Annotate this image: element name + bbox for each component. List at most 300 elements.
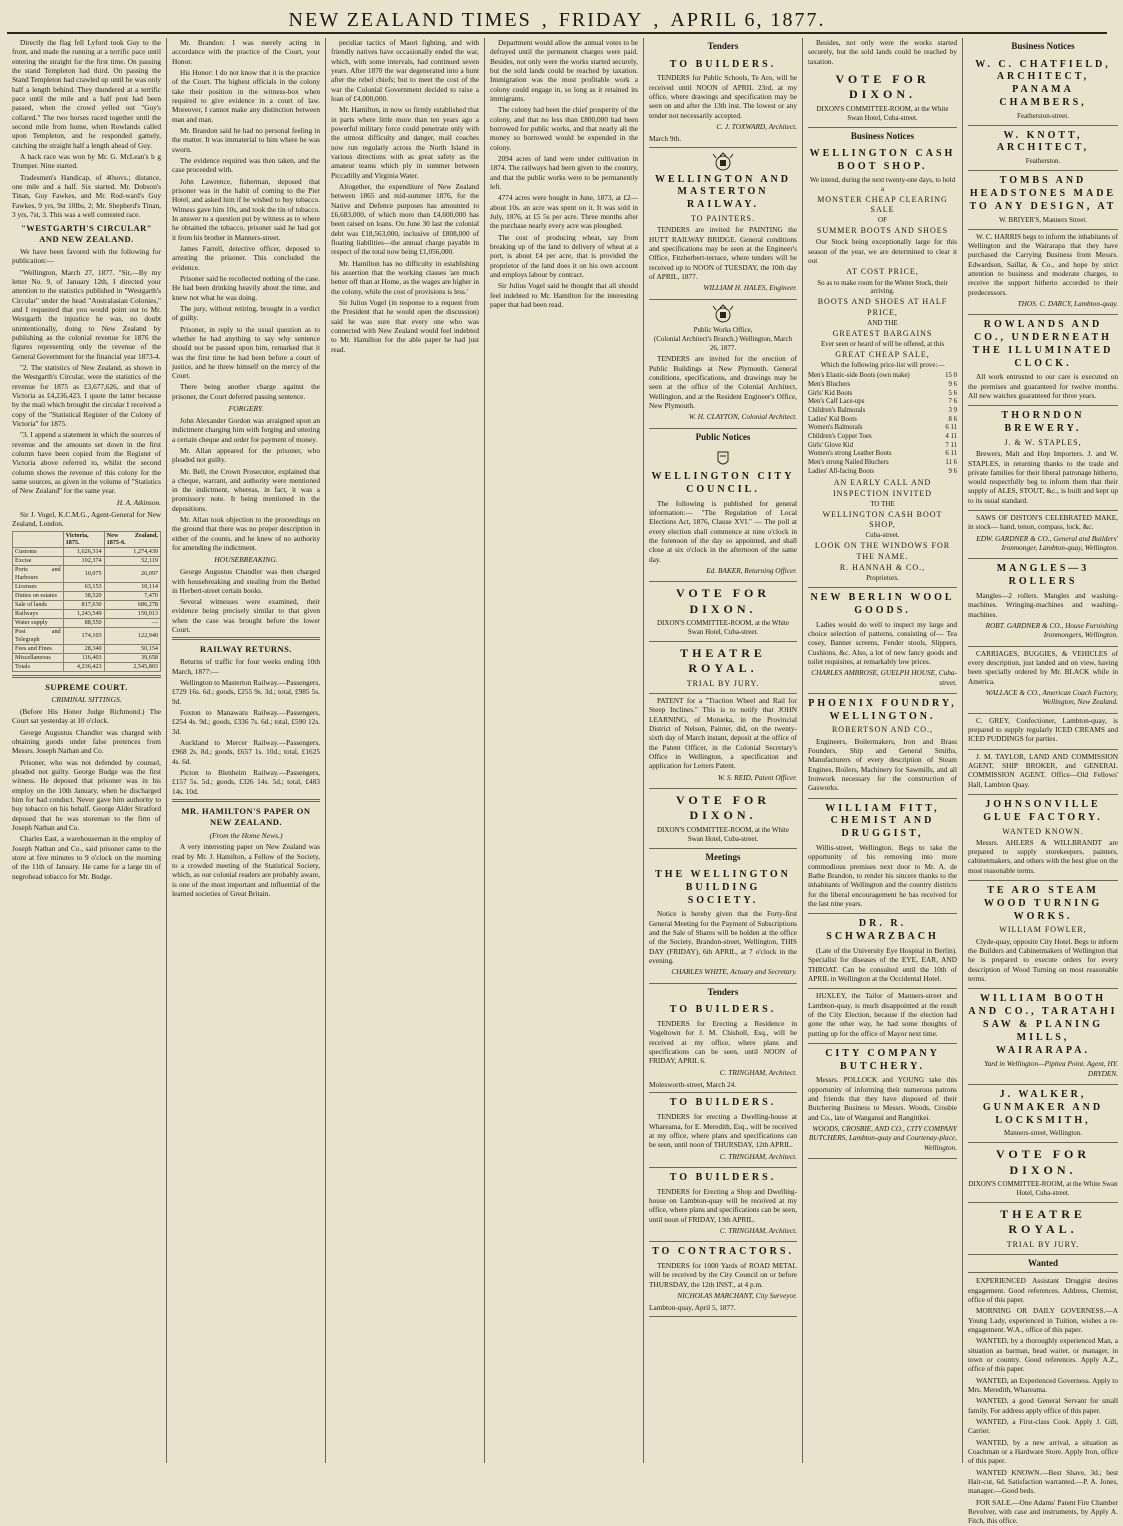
article-heading: MR. HAMILTON'S PAPER ON NEW ZEALAND. [181,805,311,827]
advertisement [649,694,797,789]
paragraph: His Honor: I do not know that it is the practice of the Court. The highest officials in the colony take their position in the witness-box when required to give evidence in a court of law. Moreover, I cannot make any distinction between man and man. [172,67,320,124]
ad-signature: W. S. REID, Patent Officer. [717,772,797,782]
ad-body: Mangles—2 rollers. Mangles and washing-machines. Wringing-machines and washing-machines. [968,591,1118,619]
price-list [808,372,957,476]
ad-body: Willis-street, Wellington. Begs to take the opportunity of his removing into more commodious premises next door to Mr. A. de Bathe Brandon, to render his sincere thanks to the inhabitants of Wellington and the country districts for the liberal encouragement he has received for the last nine years. [808,843,957,908]
list-item: Women's Balmorals 6 11 [808,424,957,432]
advertisement [808,694,957,799]
table-row [13,653,161,662]
advertisement [968,559,1118,646]
paragraph: Sir Julius Vogel (in response to a request from the President that he would open the discussion) said he was sure that every one who was connected with New Zealand would feel indebted to Mr. Hamilton for the able paper he had just read. [331,297,479,354]
paragraph: "Wellington, March 27, 1877. "Sir,—By my letter No. 9, of January 12th, I directed your attention to the statistics published in "Westgarth's Circular" under the head "Australasian Colonies," and I requested that you would point out to Mr. Westgarth the injustice he was, no doubt unintentionally, doing to New Zealand by publishing as the colonial revenue for 1876 the figures representing only the revenue of the General Government for the financial year 1873-4. [12,267,161,361]
advertisement [968,750,1118,795]
ad-title: TO BUILDERS. [669,58,777,70]
table-row [13,662,161,671]
ad-title: J. WALKER, GUNMAKER AND LOCKSMITH, [982,1089,1104,1126]
paragraph: Wellington to Masterton Railway.—Passengers, £729 16s. 6d.; goods, £255 9s. 3d.; total, £985 5s. 9d. [172,678,320,706]
paragraph: There being another charge against the prisoner, the Court deferred passing sentence. [172,382,320,401]
list-item: Men's Elastic-side Boots (own make) 15 0 [808,372,957,380]
paragraph: (Before His Honor Judge Richmond.) The Court sat yesterday at 10 o'clock. [12,707,161,726]
paragraph: Picton to Blenheim Railway.—Passengers, £157 5s. 5d.; goods, £326 14s. 5d.; total, £483 14s. 10d. [172,767,320,796]
theatre-banner: THEATRE ROYAL. [1000,1206,1086,1237]
ad-title: TO CONTRACTORS. [652,1246,794,1258]
ad-title: ROWLANDS AND CO., UNDERNEATH THE ILLUMINATED CLOCK. [972,319,1114,369]
ad-body: Messrs. POLLOCK and YOUNG take this opportunity of informing their numerous patrons and friends that they have disposed of their Butchering Business to Messrs. Woods, Crosbie and Co., late of Wanganui and Rangitikei. [808,1075,957,1122]
paragraph: Tradesmen's Handicap, of 40sovs.; distance, one mile and a half. Six started. Mr. Dobson's Tinan, Guy Fawkes, and Mr. Rod-ward's Guy Fawkes, 9 yrs, 9st 10lbs, 2; Mr. Shepherd's Tinan, 3 yrs, 7st, 3. This was a well contested race. [12,172,161,219]
advertisement [968,795,1118,881]
columns [7,38,1119,1526]
ad-body: C. GREY, Confectioner, Lambton-quay, is prepared to supply regularly ICED CREAMS and ICED PUDDINGS for parties. [968,715,1118,744]
ad-subtitle: TO PAINTERS. [690,214,755,223]
classified-ad: WANTED, a First-class Cook. Apply J. Gill, Carrier. [968,1417,1118,1436]
ad-title: TO BUILDERS. [669,1004,777,1016]
paragraph: Charles East, a warehouseman in the employ of Joseph Nathan and Co., said prisoner came to the store at five minutes to 9 o'clock on the morning of the 11th of January. He came for a large tin of negrohead tobacco for Mr. Budge. [12,834,161,881]
ad-body: Our Stock being exceptionally large for this season of the year, we are determined to clear it out [808,237,957,265]
ad-text: GREAT CHEAP SALE, [835,350,930,360]
ad-body: Engineers, Boilermakers, Iron and Brass Founders, Ship and General Smiths, Manufacturers of every description of Steam Engines, Boilers, Machinery for Sawmills, and all Ironwork necessary for the construction of Gasworks. [808,736,957,793]
paragraph: Returns of traffic for four weeks ending 10th March, 1877:— [172,657,320,676]
ad-signature: C. TRINGHAM, Architect. [719,1067,797,1077]
ad-body: TENDERS for erecting a Dwelling-house at Whareama, for E. Meredith, Esq., will be received at my office, where plans and specifications can be seen, until noon of THURSDAY, 12th APRIL. [649,1112,797,1150]
ad-subtitle: Featherston. [1025,157,1061,166]
ad-text: SUMMER BOOTS AND SHOES [816,226,949,236]
ad-text: We intend, during the next twenty-one days, to hold a [809,175,956,193]
article-subheading: CRIMINAL SITTINGS. [51,695,122,705]
article-heading: "WESTGARTH'S CIRCULAR" AND NEW ZEALAND. [21,223,152,245]
ad-signature: WILLIAM H. HALES, Engineer. [703,283,797,293]
ad-title: WILLIAM FITT, CHEMIST AND DRUGGIST, [825,802,940,840]
advertisement [968,1143,1118,1203]
table-cell: 174,103 [63,627,104,644]
ad-text: AN EARLY CALL AND INSPECTION INVITED [832,478,933,498]
ad-subtitle: DIXON'S COMMITTEE-ROOM, at the White Swan Hotel, Cuba-street. [968,1180,1118,1198]
table-cell: 88,550 [63,618,104,627]
ad-title: PHOENIX FOUNDRY, WELLINGTON. [808,697,957,722]
ad-subtitle: DIXON'S COMMITTEE-ROOM, at the White Swan Hotel, Cuba-street. [657,619,789,637]
table-cell: 686,278 [104,601,160,610]
paragraph: Mr. Brandon: I was merely acting in accordance with the practice of the Court, your Honor. [172,38,320,66]
ad-title: TOMBS AND HEADSTONES MADE TO ANY DESIGN, AT [969,175,1117,212]
table-cell: Water supply [13,618,64,627]
paragraph: George Augustus Chandler was charged with obtaining goods under false pretences from Messrs. Joseph Nathan and Co. [12,727,161,756]
table-cell: 1,243,549 [63,609,104,618]
ad-signature: CHARLES AMBROSE, GUELPH HOUSE, Cuba-street. [811,668,957,687]
divider [172,799,320,802]
advertisement [808,1044,957,1159]
advertisement [808,799,957,915]
theatre-banner: THEATRE ROYAL. [680,646,766,676]
royal-crest-icon [710,304,736,324]
revenue-table [12,531,161,672]
advertisement [968,230,1118,316]
article-heading: SUPREME COURT. [45,681,128,692]
table-cell: 150,013 [104,609,160,618]
paragraph: The cost of producing wheat, say from breaking up of the land to delivery of wheat at a port, is about £4 per acre, that is provided the proprietor of the land does it on his own account and employs labour by contract. [490,232,638,279]
paragraph: Sir Julius Vogel said he thought that all should feel indebted to Mr. Hamilton for the interesting paper that had been read. [490,281,638,309]
advertisement [968,315,1118,406]
table-cell: 10,075 [63,566,104,583]
paragraph: Auckland to Mercer Railway.—Passengers, £968 2s. 8d.; goods, £657 1s. 10d.; total, £1625 4s. 6d. [172,737,320,766]
classified-ad: WANTED KNOWN.—Best Shave, 3d.; best Hair-cut, 6d. Satisfaction warranted.—P. A. Jones, manager.—Good beds. [968,1467,1118,1496]
ad-text: BOOTS AND SHOES AT HALF PRICE, [817,297,948,317]
ad-subtitle: ROBERTSON AND CO., [831,725,934,735]
advertisement [649,1168,797,1242]
table-row [13,592,161,601]
advertisement [649,445,797,582]
ad-signature: W. H. CLAYTON, Colonial Architect. [688,412,797,422]
ad-text: MONSTER CHEAP CLEARING SALE [817,194,948,214]
ad-date: Lambton-quay, April 5, 1877. [649,1303,736,1313]
vote-banner: VOTE FOR DIXON. [995,1147,1091,1177]
paragraph: Mr. Hamilton has no difficulty in establishing his assertion that the working classes 'are much better off than at Home, as the wages are higher in the colony, while the cost of provisions is less.' [331,258,479,296]
ad-body: TENDERS are invited for the erection of Public Buildings at New Plymouth. General conditions, specifications, and drawings may be seen at the office of the Colonial Architect, Wellington, and at the Resident Engineer's Office, New Plymouth. [649,354,797,411]
ad-subtitle: TRIAL BY JURY. [1006,1239,1080,1249]
section-heading-meetings: Meetings [705,851,741,862]
ad-title: TO BUILDERS. [669,1171,777,1183]
ad-text: GREATEST BARGAINS [832,328,933,338]
paragraph: John Alexander Gordon was arraigned upon an indictment charging him with forging and uttering a certain cheque and order for payment of money. [172,415,320,444]
paragraph: We have been favored with the following for publication:— [12,246,161,266]
paragraph: Mr. Bell, the Crown Prosecutor, explained that a cheque, warrant, and authority were mentioned in the indictment, whereas, in fact, it was a promissory note. It being mentioned in the depositions. [172,466,320,513]
list-item: Ladies' All-facing Boots 9 6 [808,467,957,475]
section-heading-tenders: Tenders [707,986,739,997]
table-cell: 10,114 [104,583,160,592]
list-item: Children's Balmorals 3 9 [808,406,957,414]
ad-body: TENDERS for 1000 Yards of ROAD METAL will be received by the City Council on or before THURSDAY, the 12th INST., at 4 p.m. [649,1261,797,1289]
paragraph: The evidence required was then taken, and the case proceeded with. [172,155,320,175]
city-crest-icon [710,449,736,469]
ad-text: Cuba-street. [865,531,900,540]
advertisement [968,126,1118,172]
paragraph: 4774 acres were bought in June, 1873, at £2—about 10s. an acre was spent on it. It was sold in July, 1876, at £5 5s per acre. Three months after the purchase nearly every acre was ploughed. [490,193,638,231]
ad-body: TENDERS for Erecting a Residence in Vogeltown for J. M. Chisholl, Esq., will be received at my office, where plans and specifications can be seen, until NOON of FRIDAY, APRIL 6. [649,1019,797,1066]
paragraph: Mr. Brandon said he had no personal feeling in the matter. It was immaterial to him where he was sworn. [172,125,320,154]
ad-body: The following is published for general information:— "The Regulation of Local Elections Act, 1876, Clause XVI." — The poll at every election shall commence at nine o'clock in the forenoon of the day so appointed, and shall close at six o'clock in the afternoon of the same day. [649,498,797,564]
advertisement [968,171,1118,229]
ad-subtitle: Featherston-street. [1017,111,1069,120]
ad-text: AT COST PRICE, [846,267,919,277]
table-cell: Totals [13,662,64,671]
signature: H. A. Atkinson. [116,497,161,507]
paragraph: Directly the flag fell Lyford took Guy to the front, and made the running at a terrific pace until entering the straight for the first time. On passing the stand Templeton had third. On passing the Stand Templeton had crawled up until he was only half a length behind. They thundered at a terrific pace until the mile and a half post had been passed, when the crowd yelled out "Guy's collared." The two horses raced together until the second mile from home, when Rowlands called upon Templeton, and he responded gamely, catching the straight half a length ahead of Guy. [12,38,161,150]
ad-title: CITY COMPANY BUTCHERY. [825,1047,940,1072]
paragraph: James Farrell, detective officer, deposed to arresting the prisoner. This concluded the evidence. [172,243,320,272]
ad-subtitle: J. & W. STAPLES, [1004,437,1082,447]
table-row [13,644,161,653]
issue-day: FRIDAY [558,9,644,31]
ad-body: Ladies would do well to inspect my large and choice selection of patterns, consisting of— Tea cosey, Banner screens, Fender stools, Slippers, Cushions, &c. Also, a lot of new fancy goods and toilet requisites, at remarkably low prices. [808,619,957,666]
ad-body: W. C. HARRIS begs to inform the inhabitants of Wellington and the Wairarapa that they have purchased the Carrying Business from Messrs. Edwardson, Saillar, & Co., and hope by strict attention to business and moderate charges, to receive the support hitherto accorded to their predecessors. [968,231,1119,297]
ad-body: Clyde-quay, opposite City Hotel. Begs to inform the Builders and Cabinetmakers of Wellington that he is prepared to execute orders for every description of Wood Turning on most reasonable terms. [968,936,1118,984]
advertisement [649,55,797,148]
table-row [13,566,161,583]
ad-title: WILLIAM BOOTH AND CO., TARATAHI SAW & PLANING MILLS, WAIRARAPA. [968,993,1118,1056]
vote-banner: VOTE FOR DIXON. [835,71,930,102]
paragraph: Prisoner said he recollected nothing of the case. He had been drinking heavily about the time, and knew not what he was doing. [172,273,320,302]
section-heading-tenders: Tenders [707,41,739,51]
table-cell: Railways [13,609,64,618]
paragraph: Foxton to Manawatu Railway.—Passengers, £254 4s. 9d.; goods, £336 7s. 6d.; total, £590 12s. 3d. [172,707,320,736]
ad-date: March 9th. [649,134,682,144]
paragraph: Mr. Allan took objection to the proceedings on the ground that there was no proper description in either of the counts, and he knew of no authority for amending the indictment. [172,515,320,553]
advertisement [808,68,957,128]
advertisement [968,881,1118,989]
table-cell: 1,626,314 [63,548,104,557]
advertisement [968,511,1118,559]
ad-text: So as to make room for the Winter Stock, their arriving. [817,278,948,296]
ad-body: All work entrusted to our care is executed on the premises and guaranteed for twelve months. All new watches guaranteed for three years. [968,372,1118,401]
table-cell: Ports and Harbours [13,566,64,583]
section-heading-business: Business Notices [1011,41,1075,51]
table-cell: 28,340 [63,644,104,653]
ad-text: R. HANNAH & CO., [839,562,926,572]
list-item: Men's Calf Lace-ups 7 6 [808,398,957,406]
ad-subtitle: WANTED KNOWN. [1002,826,1084,836]
vote-banner: VOTE FOR DIXON. [675,792,771,823]
ad-signature: Ed. BAKER, Returning Officer. [706,566,797,576]
table-cell: Duties on estates [13,592,64,601]
article-subheading: HOUSEBREAKING. [214,555,278,565]
ad-signature: WALLACE & CO., American Coach Factory, Wellington, New Zealand. [985,688,1118,707]
table-row [13,548,161,557]
table-cell: Licenses [13,583,64,592]
ad-body: PATENT for a "Traction Wheel and Rail for Steep Inclines." This is to notify that JOHN LEARNING, of Motueka, in the Provincial District of Nelson, Painter, did, on the twenty-sixth day of March instant, deposit at the office of the Patent Officer, in the Colonial Secretary's Office in Wellington, a specification and application for Letters Patent. [649,696,797,771]
divider [12,675,161,678]
ad-title: DR. R. SCHWARZBACH [826,918,939,943]
paragraph: Several witnesses were examined, their evidence being precisely similar to that given when the case was brought before the lower Court. [172,597,320,635]
ad-body: (Late of the University Eye Hospital in Berlin). Specialist for diseases of the EYE, EAR, AND THROAT. Can be consulted until the 10th of APRIL in Wellington at the Occidental Hotel. [808,945,957,983]
newspaper-page [7,4,1119,1526]
list-item: Children's Copper Toes 4 11 [808,433,957,441]
ad-title: W. C. CHATFIELD, ARCHITECT, PANAMA CHAMBERS, [975,58,1111,108]
table-cell: Sale of lands [13,601,64,610]
classified-ad: WANTED, by a new arrival, a situation as Coachman or a Hardware Store. Apply Iron, office of this paper. [968,1437,1118,1466]
table-cell: Fees and Fines [13,644,64,653]
table-row [13,601,161,610]
column-1 [7,38,167,1463]
table-cell: 2,545,803 [104,662,160,671]
table-row [13,557,161,566]
table-cell: 116,403 [63,653,104,662]
column-6 [803,38,963,1463]
vote-banner: VOTE FOR DIXON. [675,586,771,616]
advertisement [808,914,957,989]
classified-ad: WANTED, by a thoroughly experienced Man, a situation as barman, head waiter, or manager, in town or country. Good references. Apply A.Z., office of this paper. [968,1336,1118,1374]
list-item: Men's strong Nailed Bluchers 11 6 [808,459,957,467]
ad-title: WELLINGTON CITY COUNCIL. [651,471,795,495]
ad-text: Proprietors. [866,574,899,582]
ad-title: WELLINGTON CASH BOOT SHOP. [809,148,956,172]
advertisement [649,1093,797,1167]
table-header-cell [13,531,64,548]
table-header-cell: New Zealand, 1875-6. [104,531,160,548]
paragraph: "3. I append a statement in which the sources of revenue and the amounts set down in the first column have been copied from the Register of Victoria above referred to, whilst the second column shows the revenue of this colony for the same sources, as given in the volume of "Statistics of New Zealand" for the same year. [12,430,161,496]
divider [968,1272,1118,1273]
table-row [13,627,161,644]
paragraph: Department would allow the annual votes to be defrayed until the permanent charges were paid. Besides, not only were the works started securely, but the sold lands could be reached by taxation. Immigration was the most profitable work a colony could engage in, so long as it retained its immigrants. [490,38,638,103]
classified-ad: WANTED, an Experienced Governess. Apply to Mrs. Meredith, Whareama. [968,1375,1118,1395]
paragraph: A hack race was won by Mr. G. McLean's b g Trumper. Nine started. [12,151,161,171]
ad-title: TO BUILDERS. [669,1097,777,1109]
ad-title: THE WELLINGTON BUILDING SOCIETY. [655,869,791,906]
ad-subtitle: Manners-street, Wellington. [1003,1129,1083,1138]
advertisement [808,588,957,694]
ad-title: JOHNSONVILLE GLUE FACTORY. [983,798,1103,823]
table-cell: 102,374 [63,557,104,566]
list-item: Girls' Glove Kid 7 11 [808,441,957,449]
ad-body: Brewers, Malt and Hop Importers. J. and W. STAPLES, in returning thanks to the trade and private families for their liberal patronage hitherto, would respectfully beg to inform them that their supply of ALES, STOUT, &c., is built and kept up to its usual standard. [968,449,1118,505]
table-cell: Customs [13,548,64,557]
ad-signature: C. TRINGHAM, Architect. [719,1151,797,1161]
table-cell: Post and Telegraph [13,627,64,644]
royal-crest-icon [710,152,736,172]
advertisement [649,300,797,429]
ad-body: SAWS OF DISTON'S CELEBRATED MAKE, in stock— hand, tenon, compass, lock, &c. [968,513,1118,532]
advertisement [649,1000,797,1093]
table-cell: Miscellaneous [13,653,64,662]
ad-body: CARRIAGES, BUGGIES, & VEHICLES of every description, just landed and on view, having been specially ordered by Mr. BLACK while in America. [968,648,1118,686]
ad-title: TE ARO STEAM WOOD TURNING WORKS. [983,885,1103,922]
issue-date: APRIL 6, 1877. [670,9,826,31]
paragraph: The jury, without retiring, brought in a verdict of guilty. [172,303,320,323]
paragraph: Sir J. Vogel, K.C.M.G., Agent-General for New Zealand, London. [12,509,161,529]
ad-title: WELLINGTON AND MASTERTON RAILWAY. [654,173,791,211]
ad-text: TO THE [870,499,895,508]
article-subheading: (From the Home News.) [209,830,283,840]
table-cell: 4,236,423 [63,662,104,671]
paragraph: Mr. Hamilton, in now so firmly established that in parts where little more than ten years ago a powerful military force could penetrate only with the utmost difficulty and danger, mail coaches now run regularly across the North Island in various directions with as great safety as the amateur teams which ply in summer between Piccadilly and Virginia Water. [331,105,479,180]
table-cell: 50,154 [104,644,160,653]
list-item: Women's strong Leather Boots 6 11 [808,450,957,458]
column-3 [326,38,485,1463]
advertisement [649,789,797,849]
ad-signature: THOS. C. DARCY, Lambton-quay. [1017,298,1118,308]
ad-date: Molesworth-street, March 24. [649,1080,737,1090]
table-cell: 63,153 [63,583,104,592]
paragraph: Mr. Allan appeared for the prisoner, who pleaded not guilty. [172,445,320,465]
classified-ad: MORNING OR DAILY GOVERNESS.—A Young Lady, experienced in Tuition, wishes a re-engagement. W.A., office of this paper. [968,1306,1118,1335]
table-cell: 26,097 [104,566,160,583]
paper-name: NEW ZEALAND TIMES [288,9,532,31]
ad-text: AND THE [867,318,898,327]
ad-title: MANGLES—3 ROLLERS [996,563,1090,588]
ad-signature: CHARLES WHITE, Actuary and Secretary. [671,967,797,977]
column-5 [644,38,803,1463]
ad-text: Which the following price-list will prove:— [820,361,945,370]
classified-ad: WANTED, a good General Servant for small family. For address apply office of this paper. [968,1396,1118,1415]
advertisement [808,989,957,1044]
paragraph: Prisoner, who was not defended by counsel, pleaded not guilty. George Budge was the first witness. He deposed that prisoner was in his employ on the 10th January, when he discharged him for bad conduct. Never gave him authority to buy tobacco on his behalf. George Alder Stratford deposed that he was storeman to the firm of Joseph Nathan and Co. [12,757,161,833]
ad-subtitle: DIXON'S COMMITTEE-ROOM, at the White Swan Hotel, Cuba-street. [816,104,949,122]
advertisement [968,647,1118,714]
ad-text: LOOK ON THE WINDOWS FOR THE NAME. [814,541,951,561]
classified-ad: EXPERIENCED Assistant Druggist desires engagement. Good references. Address, Chemist, office of this paper. [968,1276,1118,1305]
table-row [13,618,161,627]
table-cell: 52,119 [104,557,160,566]
advertisement [649,865,797,984]
advertisement [649,582,797,642]
advertisement [968,55,1118,126]
table-cell: 39,658 [104,653,160,662]
paragraph: Besides, not only were the works started securely, but the sold lands could be reached by taxation. [808,38,957,66]
masthead: NEW ZEALAND TIMES , FRIDAY , APRIL 6, 1877. [7,4,1107,34]
paragraph: Altogether, the expenditure of New Zealand between 1865 and mid-summer 1876, for the Native and Defence purposes has amounted to £6,683,000, of which more than £4,600,000 has been raised on loans. On June 30 last the colonial debt was £18,563,000, inclusive of £808,000 of floating liabilities—the annual charge payable in respect of the total now being £1,056,000. [331,181,479,257]
ad-subtitle: DIXON'S COMMITTEE-ROOM, at the White Swan Hotel, Cuba-street. [657,825,789,843]
paragraph: Prisoner, in reply to the usual question as to whether he had anything to say why sentence should not be passed upon him, remarked that it was the first time he had been before a court of justice, and he threw himself on the mercy of the Court. [172,324,320,381]
table-cell: Excise [13,557,64,566]
table-row [13,583,161,592]
article-heading: RAILWAY RETURNS. [199,644,293,655]
ad-title: THORNDON BREWERY. [1001,410,1085,435]
ad-signature: EDW. GARDNER & CO., General and Builders' Ironmonger, Lambton-quay, Wellington. [976,533,1118,553]
ad-body: J. M. TAYLOR, LAND AND COMMISSION AGENT, SHIP BROKER, and GENERAL COMMISSION AGENT. Office—Old Fellows' Hall, Lambton Quay. [968,751,1118,789]
list-item: Ladies' Kid Boots 8 6 [808,415,957,423]
table-cell: 817,630 [63,601,104,610]
ad-signature: C. J. TOXWARD, Architect. [716,121,797,131]
table-cell: 7,470 [104,592,160,601]
ad-title: W. KNOTT, ARCHITECT, [996,129,1090,154]
ad-body: HUXLEY, the Tailor of Manners-street and Lambton-quay, is much disappointed at the result of the City Election, because if the election had gone the other way, he had some thoughts of putting up for the office of Mayor next time. [808,991,957,1038]
ad-subtitle: W. BRIYER'S, Manners Street. [998,215,1088,224]
section-heading-wanted: Wanted [1027,1257,1058,1268]
ad-body: Notice is hereby given that the Forty-first General Meeting for the Payment of Subscriptions and the Sale of Shares will be holden at the office of the Society, Brandon-street, Wellington, THIS DAY (FRIDAY), 6th APRIL, at 7 o'clock in the evening. [649,909,797,966]
ad-text: WELLINGTON CASH BOOT SHOP, [822,509,943,530]
ad-signature: C. TRINGHAM, Architect. [719,1225,797,1235]
ad-subtitle: (Colonial Architect's Branch.) Wellington, March 26, 1877. [653,335,793,353]
advertisement [968,1203,1118,1255]
paragraph: 2094 acres of land were under cultivation in 1874. The railways had been given to the country, and that the public works were to be permanently left. [490,153,638,191]
advertisement [649,148,797,300]
advertisement-boot-shop [808,144,957,588]
classified-ad: FOR SALE.—One Adams' Patent Fire Chamber Revolver, with case and instruments, by Apply A. Fitch, this office. [968,1497,1118,1526]
ad-text: Ever seen or heard of will be offered, at this [820,340,945,349]
ad-signature: ROBT. GARDNER & CO., House Furnishing Ironmongers, Wellington. [985,621,1118,640]
paragraph: The colony had been the chief prosperity of the colony, and that no less than £800,000 had been borrowed for public works, and that nearly all the money so borrowed would be expended in the colony. [490,105,638,152]
advertisement [968,1085,1118,1143]
list-item: Men's Bluchers 9 6 [808,380,957,388]
table-row [13,609,161,618]
advertisement [968,714,1118,750]
advertisement [968,406,1118,511]
column-2 [167,38,326,1463]
section-heading-notices: Public Notices [695,431,751,442]
table-cell: 122,940 [104,627,160,644]
section-heading-business: Business Notices [850,130,915,141]
ad-signature: Yard in Wellington—Pipitea Point. Agent, HY. DRYDEN. [984,1059,1118,1078]
table-cell: 38,520 [63,592,104,601]
table-header-cell: Victoria, 1875. [63,531,104,548]
table-cell: 1,274,439 [104,548,160,557]
list-item: Girls' Kid Boots 5 6 [808,389,957,397]
ad-signature: WOODS, CROSBIE, AND CO., CITY COMPANY BUTCHERS, Lambton-quay and Courtenay-place, Wellington. [808,1124,957,1152]
ad-text: OF [878,216,887,225]
ad-body: TENDERS are invited for PAINTING the HUTT RAILWAY BRIDGE. General conditions and specifications may be seen at the Engineer's Office, Fitzherbert-terrace, where tenders will be received up to NOON of TUESDAY, the 10th day of APRIL, 1877. [649,225,797,281]
paragraph: peculiar tactics of Maori fighting, and with friendly natives have occasionally ended the war, which, with some intervals, had continued seven years. After 1870 the war degenerated into a hunt after the rebel chiefs; but to meet the cost of the war the Colonial Government decided to raise a loan of £4,000,000. [331,38,479,103]
column-7 [963,38,1123,1526]
ad-body: TENDERS for Erecting a Shop and Dwelling-house on Lambton-quay will be received at my office, where plans and specifications can be seen, until noon of FRIDAY, 13th APRIL. [649,1186,797,1224]
ad-title: NEW BERLIN WOOL GOODS. [810,591,955,616]
column-4 [485,38,644,1463]
ad-title: Public Works Office, [693,325,753,334]
paragraph: A very interesting paper on New Zealand was read by Mr. J. Hamilton, a Fellow of the Society, to a crowded meeting of the Statistical Society, which, as our colonial readers are probably aware, is one of the most important and influential of the learned societies of Great Britain. [172,842,320,899]
table-header-row [13,531,161,548]
advertisement [649,642,797,694]
ad-body: TENDERS for Public Schools, Te Aro, will be received until NOON of APRIL 23rd, at my office, where drawings and specification may be seen on and after the 13th inst. The lowest or any tender not necessarily accepted. [649,73,797,120]
ad-signature: NICHOLAS MARCHANT, City Surveyor. [677,1291,797,1301]
paragraph: John Lawrence, fisherman, deposed that prisoner was in the habit of coming to the Pier Hotel, and asked him if he wished to buy tobacco. Witness gave him 10s, and took the tin of tobacco. In answer to a question put by witness as to where he obtained the tobacco, prisoner said he had got it from his brother in Manners-street. [172,176,320,242]
advertisement [649,1242,797,1316]
paragraph: "2. The statistics of New Zealand, as shown in the Westgarth's Circular, were the statistics of the revenue for 1875 as £3,677,626, and that of Victoria as £4,236,423. I quote the latter because by the mail which brought the circular I received a copy of the "Statistical Register of the Colony of Victoria" for 1875. [12,362,161,428]
